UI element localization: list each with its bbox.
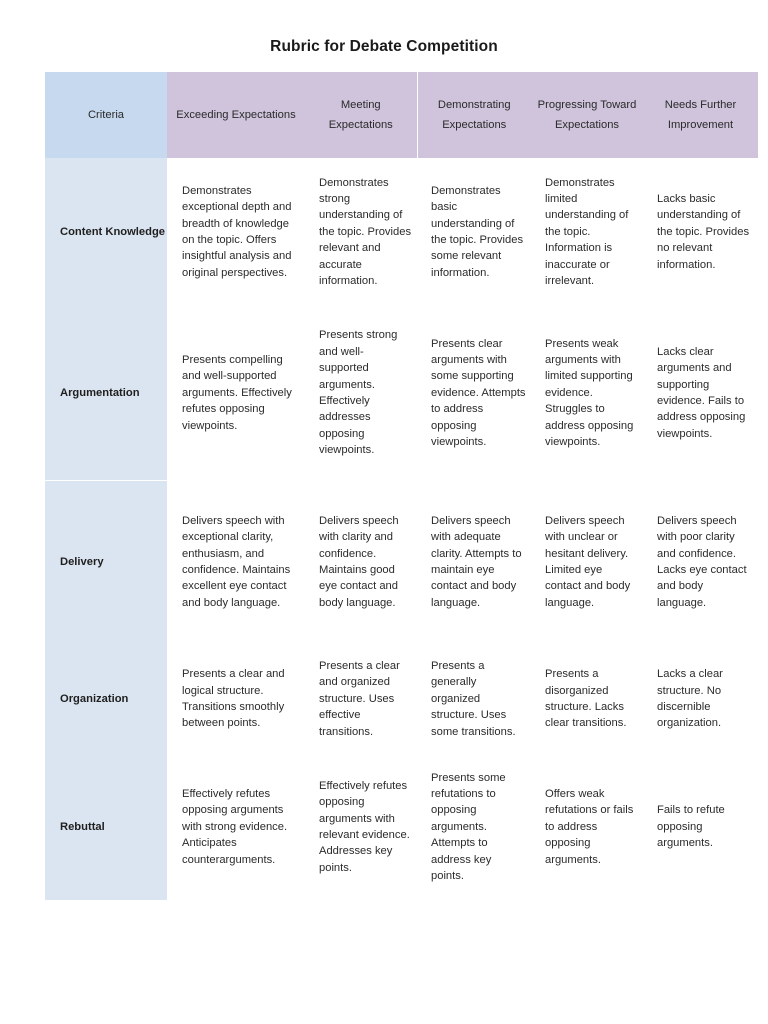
table-cell: Demonstrates strong understanding of the topic. Provides relevant and accurate information. <box>319 176 412 288</box>
table-cell: Effectively refutes opposing arguments with strong evidence. Anticipates counterarguments. <box>182 787 288 866</box>
table-cell: Demonstrates exceptional depth and breadth of knowledge on the topic. Offers insightful analysis and original perspectives. <box>182 184 292 279</box>
table-cell: Presents a disorganized structure. Lacks clear transitions. <box>545 668 627 730</box>
table-cell: Lacks a clear structure. No discernible organization. <box>657 668 723 730</box>
level-header-needs-improvement <box>643 72 758 158</box>
rubric-table <box>45 72 758 900</box>
table-row <box>45 158 758 306</box>
criteria-header: Criteria <box>45 72 167 158</box>
criterion-label: Content Knowledge <box>45 158 167 306</box>
table-cell: Effectively refutes opposing arguments with relevant evidence. Addresses key points. <box>319 779 410 874</box>
table-cell: Presents weak arguments with limited supporting evidence. Struggles to address opposing viewpoints. <box>545 337 634 449</box>
level-header-label: Demonstrating Expectations <box>437 99 511 131</box>
level-header-exceeding <box>167 72 305 158</box>
criterion-label: Organization <box>45 644 167 754</box>
table-cell: Delivers speech with poor clarity and confidence. Lacks eye contact and body language. <box>657 514 747 609</box>
level-header-label: Progressing Toward Expectations <box>537 99 637 131</box>
table-cell: Lacks basic understanding of the topic. Provides no relevant information. <box>657 192 750 271</box>
table-cell: Demonstrates basic understanding of the topic. Provides some relevant information. <box>431 184 524 279</box>
table-cell: Offers weak refutations or fails to address opposing arguments. <box>545 787 634 866</box>
criterion-label: Rebuttal <box>45 754 167 900</box>
level-header-label: Meeting Expectations <box>328 99 393 131</box>
header-row <box>45 72 758 158</box>
criterion-label: Delivery <box>45 480 167 644</box>
table-cell: Presents strong and well-supported arguments. Effectively addresses opposing viewpoints. <box>319 329 398 457</box>
table-row <box>45 644 758 754</box>
level-header-progressing <box>531 72 643 158</box>
table-cell: Presents a clear and logical structure. Transitions smoothly between points. <box>182 668 285 730</box>
table-cell: Presents some refutations to opposing arguments. Attempts to address key points. <box>431 771 506 883</box>
table-row <box>45 480 758 644</box>
table-cell: Lacks clear arguments and supporting evidence. Fails to address opposing viewpoints. <box>657 345 746 440</box>
table-cell: Delivers speech with unclear or hesitant delivery. Limited eye contact and body language. <box>545 514 631 609</box>
table-cell: Delivers speech with exceptional clarity, enthusiasm, and confidence. Maintains excellent eye contact and body language. <box>182 514 291 609</box>
table-cell: Delivers speech with clarity and confidence. Maintains good eye contact and body language. <box>319 514 399 609</box>
table-row <box>45 306 758 480</box>
table-cell: Delivers speech with adequate clarity. Attempts to maintain eye contact and body language. <box>431 514 522 609</box>
level-header-label: Exceeding Expectations <box>176 109 296 121</box>
table-row <box>45 754 758 900</box>
page-title: Rubric for Debate Competition <box>270 38 498 55</box>
table-cell: Presents compelling and well-supported arguments. Effectively refutes opposing viewpoints. <box>182 353 292 432</box>
level-header-meeting <box>305 72 417 158</box>
level-header-demonstrating <box>417 72 531 158</box>
table-cell: Fails to refute opposing arguments. <box>657 804 725 850</box>
table-cell: Presents a generally organized structure. Uses some transitions. <box>431 659 516 738</box>
table-cell: Demonstrates limited understanding of the topic. Information is inaccurate or irrelevant. <box>545 176 629 288</box>
level-header-label: Needs Further Improvement <box>664 99 737 131</box>
table-cell: Presents a clear and organized structure. Uses effective transitions. <box>319 659 400 738</box>
table-cell: Presents clear arguments with some supporting evidence. Attempts to address opposing viewpoints. <box>431 337 526 449</box>
criterion-label: Argumentation <box>45 306 167 480</box>
